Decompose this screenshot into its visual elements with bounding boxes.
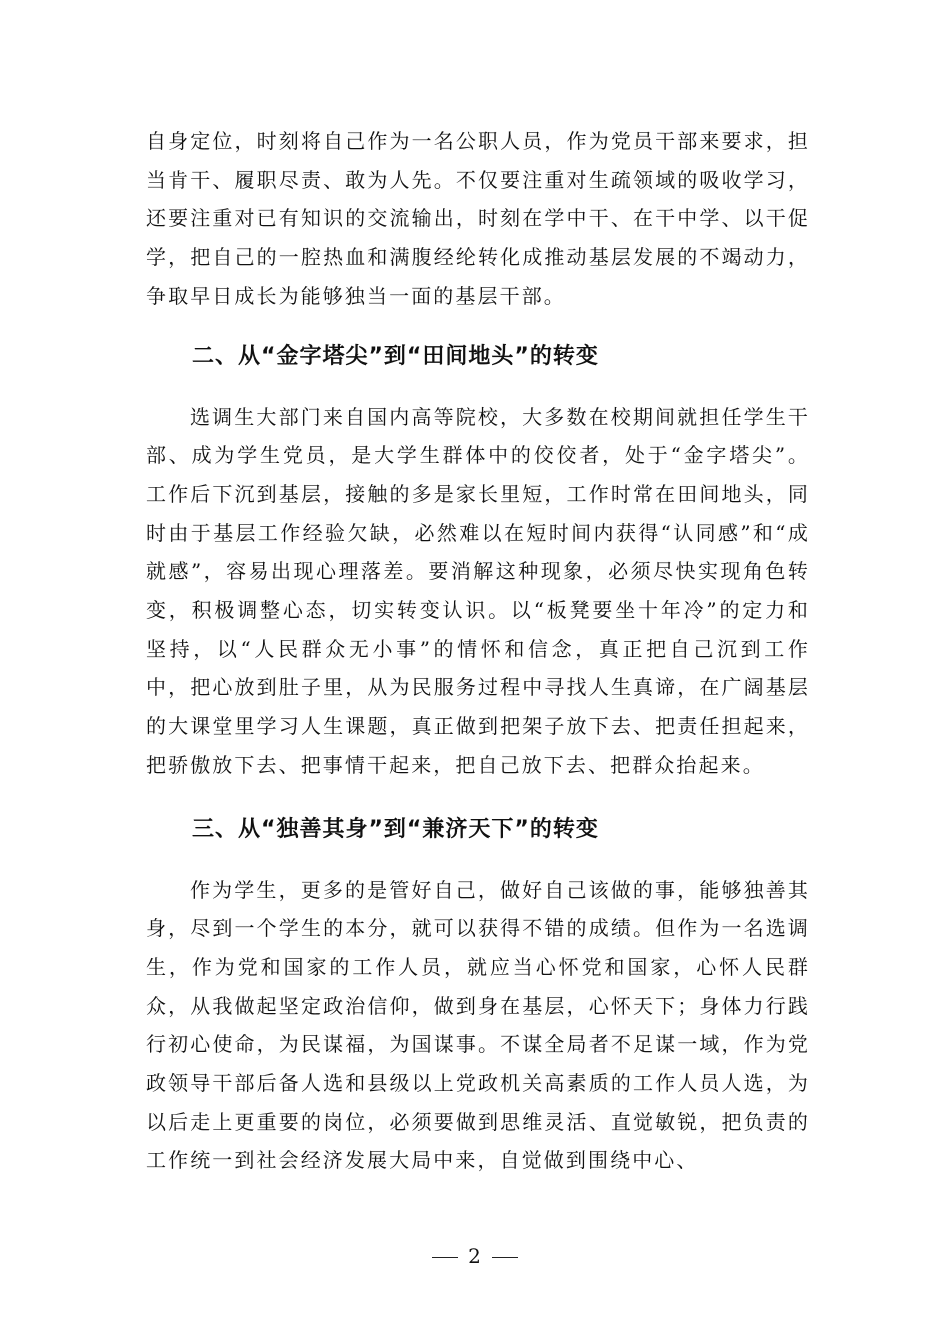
footer-dash-right <box>492 1257 518 1258</box>
footer-dash-left <box>432 1257 458 1258</box>
section-heading-3: 三、从“独善其身”到“兼济天下”的转变 <box>192 816 599 842</box>
paragraph-continued: 自身定位，时刻将自己作为一名公职人员，作为党员干部来要求，担当肯干、履职尽责、敢为人先。不仅要注重对生疏领域的吸收学习，还要注重对已有知识的交流输出，时刻在学中干、在干中学、以干促学，把自己的一腔热血和满腹经纶转化成推动基层发展的不竭动力，争取早日成长为能够独当一面的基层干部。 <box>146 129 810 308</box>
page-footer <box>0 1244 950 1268</box>
section-heading-2: 二、从“金字塔尖”到“田间地头”的转变 <box>192 343 599 369</box>
page-number: 2 <box>468 1244 482 1268</box>
paragraph-section-2: 选调生大部门来自国内高等院校，大多数在校期间就担任学生干部、成为学生党员，是大学生群体中的佼佼者，处于“金字塔尖”。工作后下沉到基层，接触的多是家长里短，工作时常在田间地头，同时由于基层工作经验欠缺，必然难以在短时间内获得“认同感”和“成就感”，容易出现心理落差。要消解这种现象，必须尽快实现角色转变，积极调整心态，切实转变认识。以“板凳要坐十年冷”的定力和坚持，以“人民群众无小事”的情怀和信念，真正把自己沉到工作中，把心放到肚子里，从为民服务过程中寻找人生真谛，在广阔基层的大课堂里学习人生课题，真正做到把架子放下去、把责任担起来，把骄傲放下去、把事情干起来，把自己放下去、把群众抬起来。 <box>146 404 810 777</box>
document-body <box>146 122 810 1180</box>
paragraph-section-3: 作为学生，更多的是管好自己，做好自己该做的事，能够独善其身，尽到一个学生的本分，就可以获得不错的成绩。但作为一名选调生，作为党和国家的工作人员，就应当心怀党和国家，心怀人民群众，从我做起坚定政治信仰，做到身在基层，心怀天下；身体力行践行初心使命，为民谋福，为国谋事。不谋全局者不足谋一域，作为党政领导干部后备人选和县级以上党政机关高素质的工作人员人选，为以后走上更重要的岗位，必须要做到思维灵活、直觉敏锐，把负责的工作统一到社会经济发展大局中来，自觉做到围绕中心、 <box>146 877 810 1173</box>
